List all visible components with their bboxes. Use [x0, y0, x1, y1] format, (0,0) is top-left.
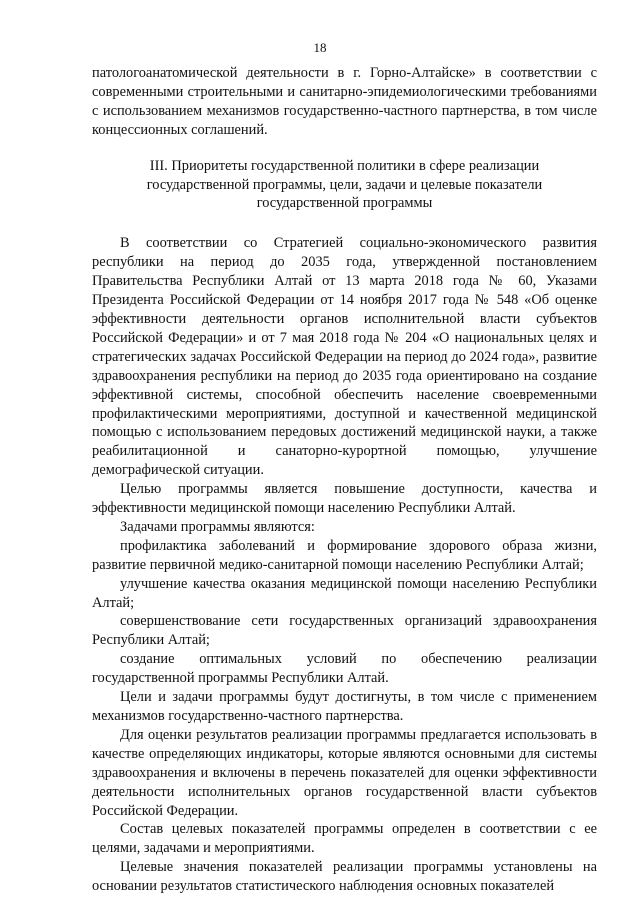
paragraph-tasks-intro: Задачами программы являются: — [120, 518, 315, 535]
paragraph-strategy: В соответствии со Стратегией социально-экономического развития республики на период до 2035 года, утвержденной постановлением Правительства Республики Алтай от 13 марта 2018 года № 60, Указами Президента Российской Федерации от 14 ноября 2017 года № 548 «Об оценке эффективности деятельности органов исполнительной власти субъектов Российской Федерации» и от 7 мая 2018 года № 204 «О национальных целях и стратегических задачах Российской Федерации на период до 2024 года», развитие здравоохранения республики на период до 2035 года ориентировано на создание эффективной системы, способной обеспечить население своевременными профилактическими мероприятиями, доступной и качественной медицинской помощью с использованием передовых достижений медицинской науки, а также реабилитационной и санаторно-курортной помощью, улучшение демографической ситуации. — [92, 235, 597, 479]
list-item-task: создание оптимальных условий по обеспечению реализации государственной программы Республики Алтай. — [92, 651, 597, 687]
paragraph-goal: Целью программы является повышение доступности, качества и эффективности медицинской помощи населению Республики Алтай. — [92, 481, 597, 517]
section-title-line: государственной программы — [256, 195, 433, 212]
continuation-paragraph: патологоанатомической деятельности в г. Горно-Алтайске» в соответствии с современными строительными и санитарно-эпидемиологическими требованиями с использованием механизмов государственно-частного партнерства, в том числе концессионных соглашений. — [92, 65, 597, 138]
document-body — [92, 64, 597, 896]
section-title — [92, 157, 597, 214]
paragraph-indicators-composition: Состав целевых показателей программы определен в соответствии с ее целями, задачами и мероприятиями. — [92, 821, 597, 857]
page-number: 18 — [313, 40, 327, 55]
section-title-line: государственной программы, цели, задачи и целевые показатели — [146, 176, 543, 193]
paragraph-indicators: Для оценки результатов реализации программы предлагается использовать в качестве определяющих индикаторы, которые являются основными для системы здравоохранения и включены в перечень показателей для оценки эффективности деятельности исполнительных органов государственной власти субъектов Российской Федерации. — [92, 726, 597, 819]
list-item-task: профилактика заболеваний и формирование здорового образа жизни, развитие первичной медико-санитарной помощи населению Республики Алтай; — [92, 537, 597, 573]
list-item-task: улучшение качества оказания медицинской помощи населению Республики Алтай; — [92, 575, 597, 611]
list-item-task: совершенствование сети государственных организаций здравоохранения Республики Алтай; — [92, 613, 597, 649]
paragraph-partnership: Цели и задачи программы будут достигнуты, в том числе с применением механизмов государственно-частного партнерства. — [92, 689, 597, 724]
paragraph-target-values: Целевые значения показателей реализации программы установлены на основании результатов статистического наблюдения основных показателей — [92, 859, 597, 895]
section-title-line: III. Приоритеты государственной политики в сфере реализации — [149, 157, 540, 174]
